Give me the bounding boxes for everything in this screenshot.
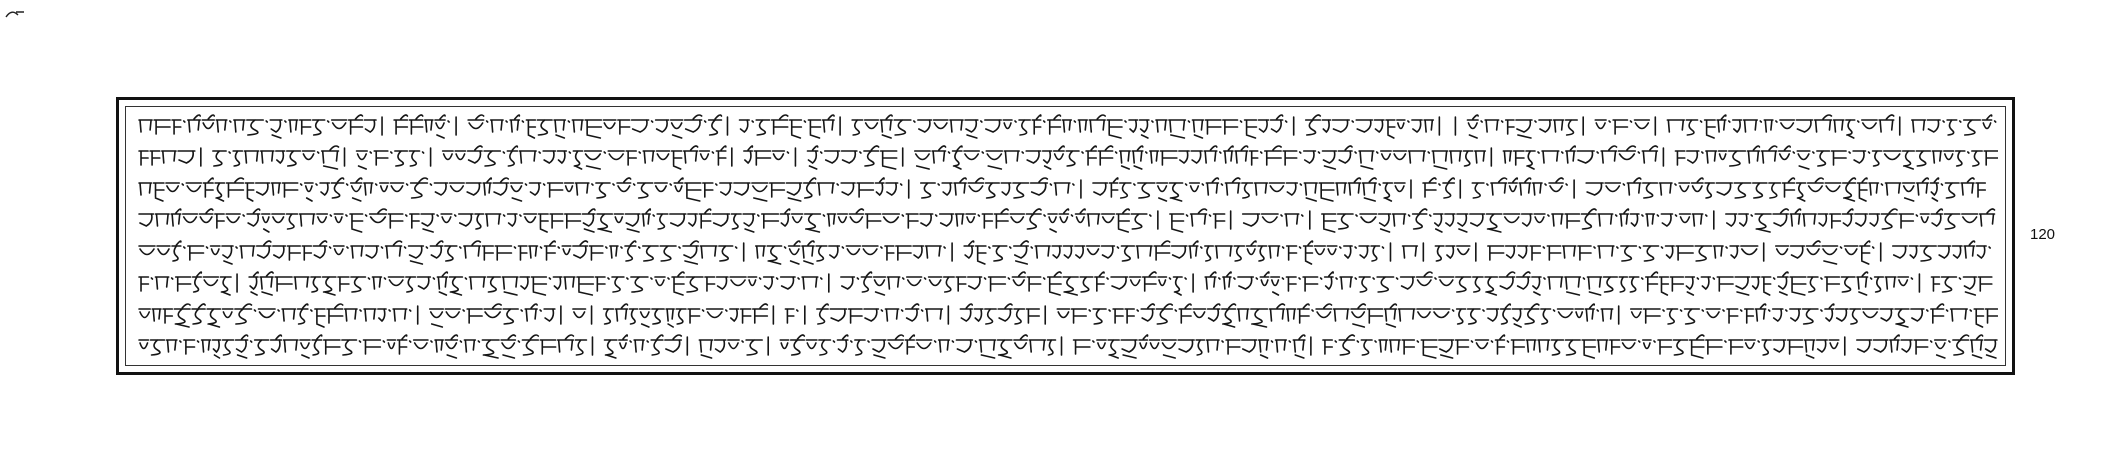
handwritten-line-image	[133, 332, 1998, 360]
text-line	[133, 301, 1998, 329]
script-strokes	[139, 115, 1996, 138]
handwritten-line-image	[133, 175, 1998, 203]
text-line	[133, 175, 1998, 203]
text-line	[133, 269, 1998, 297]
script-strokes	[139, 209, 1994, 232]
handwritten-line-image	[133, 238, 1998, 266]
text-line	[133, 112, 1998, 140]
tibetan-text-block	[133, 112, 1998, 360]
manuscript-folio	[116, 97, 2015, 375]
handwritten-line-image	[133, 206, 1998, 234]
script-strokes	[139, 241, 1990, 264]
handwritten-line-image	[133, 301, 1998, 329]
folio-number: 120	[2030, 226, 2056, 243]
script-strokes	[139, 146, 1998, 169]
text-line	[133, 206, 1998, 234]
text-line	[133, 332, 1998, 360]
handwritten-line-image	[133, 112, 1998, 140]
handwritten-line-image	[133, 143, 1998, 171]
text-line	[133, 143, 1998, 171]
script-strokes	[139, 335, 1997, 358]
margin-mark	[4, 8, 26, 20]
script-strokes	[139, 178, 1985, 201]
handwritten-line-image	[133, 269, 1998, 297]
text-line	[133, 238, 1998, 266]
script-strokes	[139, 304, 1997, 327]
script-strokes	[139, 272, 1992, 295]
